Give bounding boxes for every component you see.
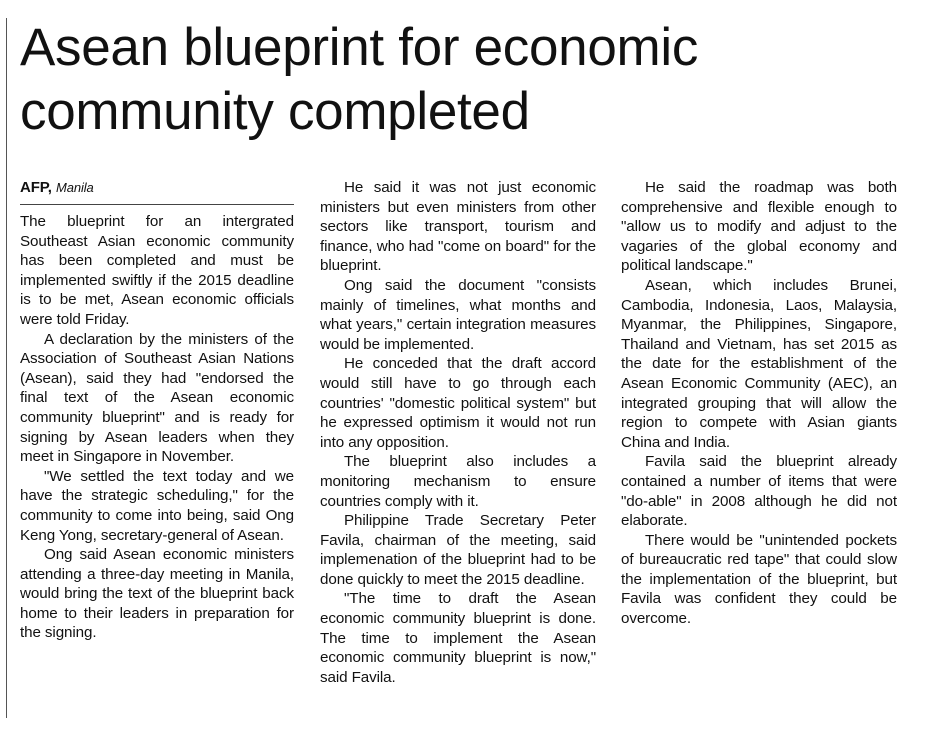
paragraph: There would be "unintended pockets of bureaucratic red tape" that could slow the implementation of the blueprint, but Favila was confident they could be overcome. <box>621 531 897 628</box>
paragraph: Favila said the blueprint already contained a number of items that were "do-able" in 2008 although he did not elaborate. <box>621 453 897 530</box>
headline: Asean blueprint for economic community completed <box>20 18 699 141</box>
paragraph: "The time to draft the Asean economic community blueprint is done. The time to implement the Asean economic community blueprint is now," said Favila. <box>320 590 596 686</box>
paragraph: He said the roadmap was both comprehensive and flexible enough to "allow us to modify and adjust to the vagaries of the global economy and political landscape." <box>621 179 897 275</box>
byline <box>20 178 294 198</box>
article-column-3 <box>621 178 897 629</box>
paragraph: Ong said Asean economic ministers attending a three-day meeting in Manila, would bring the text of the blueprint back home to their leaders in preparation for the signing. <box>20 546 294 642</box>
paragraph: "We settled the text today and we have the strategic scheduling," for the community to come into being, said Ong Keng Yong, secretary-general of Asean. <box>20 467 294 544</box>
byline-agency: AFP, <box>20 179 52 196</box>
paragraph: Philippine Trade Secretary Peter Favila, chairman of the meeting, said implemenation of the blueprint had to be done quickly to meet the 2015 deadline. <box>320 512 596 588</box>
byline-divider <box>20 204 294 205</box>
paragraph: The blueprint for an intergrated Southeast Asian economic community has been completed and must be implemented swiftly if the 2015 deadline is to be met, Asean economic officials were told Friday. <box>20 213 294 328</box>
paragraph: Ong said the document "consists mainly of timelines, what months and what years," certain integration measures would be implemented. <box>320 276 596 353</box>
paragraph: The blueprint also includes a monitoring mechanism to ensure countries comply with it. <box>320 453 596 510</box>
article-column-1 <box>20 178 294 643</box>
paragraph: Asean, which includes Brunei, Cambodia, Indonesia, Laos, Malaysia, Myanmar, the Philippines, Singapore, Thailand and Vietnam, has set 2015 as the date for the establishment of the Asean Economic Community (AEC), an integrated grouping that will allow the region to compete with Asian giants China and India. <box>621 276 897 451</box>
paragraph: He conceded that the draft accord would still have to go through each countries' "domestic political system" but he expressed optimism it would not run into any opposition. <box>320 355 596 451</box>
left-border-rule <box>6 18 7 718</box>
paragraph: A declaration by the ministers of the Association of Southeast Asian Nations (Asean), said they had "endorsed the final text of the Asean economic community blueprint" and is ready for signing by Asean leaders when they meet in Singapore in November. <box>20 330 294 466</box>
byline-location: Manila <box>55 180 94 195</box>
paragraph: He said it was not just economic ministers but even ministers from other sectors like transport, tourism and finance, who had "come on board" for the blueprint. <box>320 179 596 275</box>
article-column-2 <box>320 178 596 687</box>
